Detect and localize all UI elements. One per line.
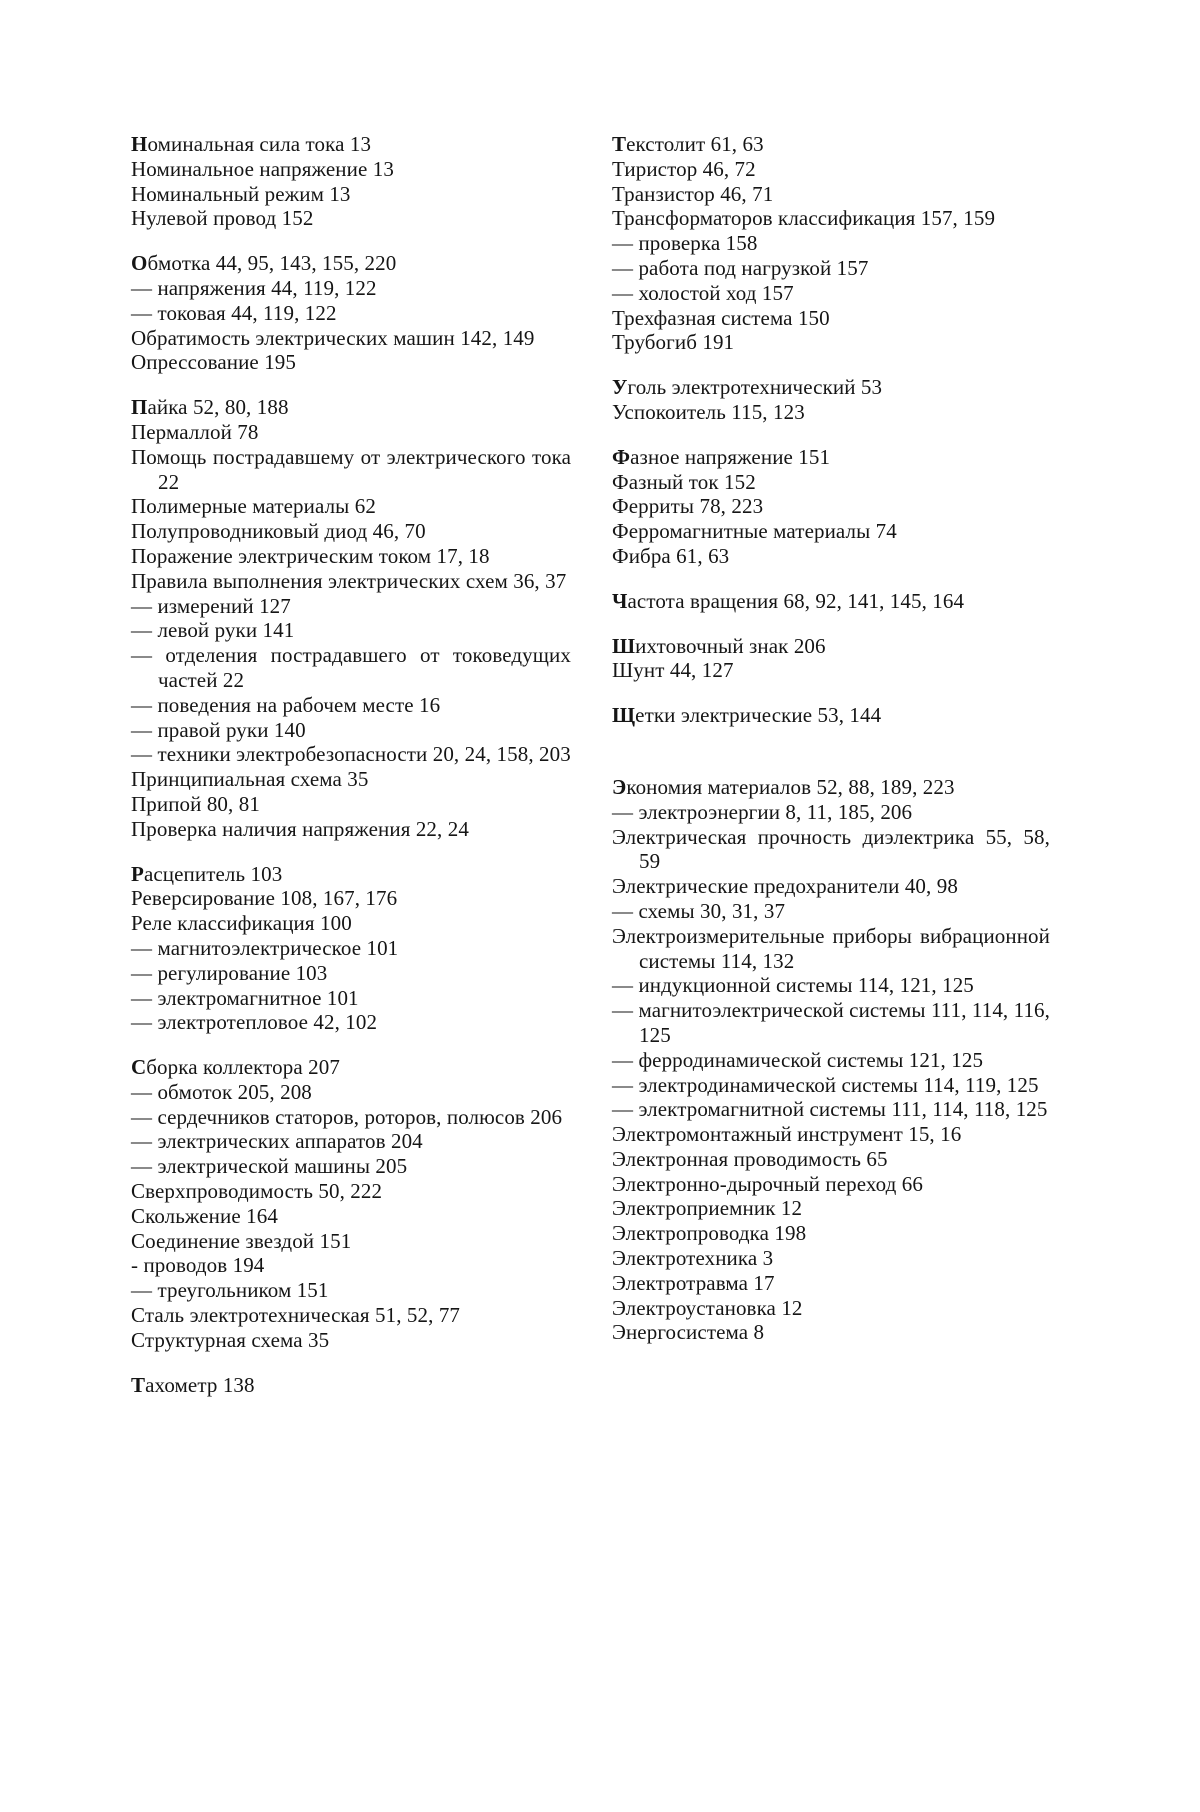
index-letter-group <box>612 445 1050 569</box>
index-initial-letter: Щ <box>612 703 636 728</box>
index-initial-letter: Э <box>612 774 627 799</box>
index-entry: — индукционной системы 114, 121, 125 <box>612 973 974 998</box>
index-entry-text: оминальная сила тока 13 <box>147 132 372 156</box>
index-entry <box>612 132 1050 157</box>
index-entry: Электрические предохранители 40, 98 <box>612 874 958 899</box>
index-entry: — техники электробезопасности 20, 24, 158, 203 <box>131 742 571 767</box>
index-entry: — холостой ход 157 <box>612 280 794 305</box>
index-entry: — левой руки 141 <box>131 618 295 643</box>
index-letter-group <box>612 375 1050 425</box>
index-entry: — электрической машины 205 <box>131 1154 408 1179</box>
index-entry: — электромагнитной системы 111, 114, 118, 125 <box>612 1097 1048 1122</box>
index-entry: — магнитоэлектрическое 101 <box>131 935 399 960</box>
index-entry: — отделения пострадавшего от токоведущих частей 22 <box>131 643 571 692</box>
index-entry: — ферродинамической системы 121, 125 <box>612 1047 984 1072</box>
index-entry-text: айка 52, 80, 188 <box>147 395 289 420</box>
index-entry-text: голь электротехнический 53 <box>627 375 883 400</box>
index-entry-text: екстолит 61, 63 <box>626 132 764 156</box>
index-initial-letter: П <box>131 395 148 420</box>
index-initial-letter: Ш <box>612 633 636 658</box>
index-entry: Электромонтажный инструмент 15, 16 <box>612 1122 962 1147</box>
index-entry: Сталь электротехническая 51, 52, 77 <box>131 1303 461 1328</box>
index-entry: — электроэнергии 8, 11, 185, 206 <box>612 799 913 824</box>
index-entry: Электрическая прочность диэлектрика 55, 58, 59 <box>612 824 1050 874</box>
index-entry: Правила выполнения электрических схем 36, 37 <box>131 568 567 593</box>
index-entry: Транзистор 46, 71 <box>612 181 774 206</box>
index-entry: Энергосистема 8 <box>612 1320 765 1345</box>
index-letter-group <box>131 251 571 375</box>
index-entry <box>131 132 571 157</box>
index-entry-text: ихтовочный знак 206 <box>635 633 826 658</box>
index-entry: — сердечников статоров, роторов, полюсов 206 <box>131 1104 563 1129</box>
index-entry: Нулевой провод 152 <box>131 206 314 231</box>
index-entry-text: асцепитель 103 <box>143 861 283 886</box>
index-letter-group <box>612 703 1050 728</box>
index-initial-letter: Т <box>612 132 627 156</box>
index-entry: Электротехника 3 <box>612 1246 774 1271</box>
index-entry <box>612 634 1050 659</box>
index-letter-group <box>131 395 571 841</box>
index-letter-group <box>131 132 571 231</box>
index-entry: — поведения на рабочем месте 16 <box>131 692 441 717</box>
index-entry: - проводов 194 <box>131 1253 265 1278</box>
index-entry: — схемы 30, 31, 37 <box>612 898 786 923</box>
index-letter-group <box>612 634 1050 684</box>
index-letter-group <box>131 1055 571 1353</box>
index-entry: — треугольником 151 <box>131 1278 329 1303</box>
index-initial-letter: Р <box>131 861 144 886</box>
index-column-right <box>612 132 1050 1365</box>
index-initial-letter: Н <box>131 132 148 156</box>
index-entry: Проверка наличия напряжения 22, 24 <box>131 816 469 841</box>
index-entry: Электронно-дырочный переход 66 <box>612 1171 923 1196</box>
index-entry: Соединение звездой 151 <box>131 1228 352 1253</box>
index-entry: Успокоитель 115, 123 <box>612 399 805 424</box>
index-column-left <box>131 132 571 1417</box>
index-entry: Опрессование 195 <box>131 350 296 375</box>
index-entry: — регулирование 103 <box>131 960 328 985</box>
index-entry: Номинальное напряжение 13 <box>131 156 394 181</box>
index-entry-text: етки электрические 53, 144 <box>635 703 882 728</box>
index-entry: Трубогиб 191 <box>612 330 735 355</box>
index-entry: Ферромагнитные материалы 74 <box>612 519 897 544</box>
index-entry <box>131 1055 571 1080</box>
index-initial-letter: Ч <box>612 588 628 613</box>
index-entry-text: кономия материалов 52, 88, 189, 223 <box>626 774 955 799</box>
index-entry: Ферриты 78, 223 <box>612 494 764 519</box>
index-entry: — магнитоэлектрической системы 111, 114, 116, 125 <box>612 998 1051 1047</box>
index-entry: Реверсирование 108, 167, 176 <box>131 886 398 911</box>
index-entry: Структурная схема 35 <box>131 1327 330 1352</box>
index-entry <box>612 375 1050 400</box>
index-entry-text: астота вращения 68, 92, 141, 145, 164 <box>627 588 965 613</box>
index-letter-group <box>612 132 1050 355</box>
index-letter-group <box>612 775 1050 1345</box>
index-entry: — электромагнитное 101 <box>131 985 359 1010</box>
index-entry: Сверхпроводимость 50, 222 <box>131 1179 383 1204</box>
index-entry: Принципиальная схема 35 <box>131 767 369 792</box>
index-entry: Обратимость электрических машин 142, 149 <box>131 325 535 350</box>
index-entry <box>612 775 1050 800</box>
index-entry <box>131 862 571 887</box>
index-initial-letter: С <box>131 1055 147 1080</box>
index-entry: — правой руки 140 <box>131 717 306 742</box>
index-initial-letter: У <box>612 375 628 400</box>
index-entry: — электротепловое 42, 102 <box>131 1010 378 1035</box>
index-initial-letter: Т <box>131 1372 146 1397</box>
index-entry-text: ахометр 138 <box>145 1372 255 1397</box>
index-entry: Электроустановка 12 <box>612 1295 803 1320</box>
index-entry: Электроизмерительные приборы вибрационной системы 114, 132 <box>612 923 1050 973</box>
index-entry: — электрических аппаратов 204 <box>131 1129 423 1154</box>
index-entry <box>131 251 571 276</box>
index-entry <box>131 1373 571 1398</box>
index-entry: Скольжение 164 <box>131 1203 278 1228</box>
index-entry: — обмоток 205, 208 <box>131 1079 312 1104</box>
index-entry: Полупроводниковый диод 46, 70 <box>131 519 426 544</box>
index-entry: — проверка 158 <box>612 231 758 256</box>
index-entry: Реле классификация 100 <box>131 911 352 936</box>
index-entry: Помощь пострадавшему от электрического тока 22 <box>131 444 571 494</box>
index-entry: — напряжения 44, 119, 122 <box>131 275 377 300</box>
index-entry-text: азное напряжение 151 <box>630 444 831 469</box>
index-entry: Поражение электрическим током 17, 18 <box>131 543 490 568</box>
index-entry: Электронная проводимость 65 <box>612 1146 888 1171</box>
index-entry: Тиристор 46, 72 <box>612 156 756 181</box>
index-entry: — работа под нагрузкой 157 <box>612 255 869 280</box>
index-entry: Номинальный режим 13 <box>131 181 351 206</box>
index-entry: Шунт 44, 127 <box>612 658 734 683</box>
index-entry: — электродинамической системы 114, 119, 125 <box>612 1072 1039 1097</box>
index-entry: Трехфазная система 150 <box>612 305 830 330</box>
index-letter-group <box>612 589 1050 614</box>
index-entry: Полимерные материалы 62 <box>131 494 376 519</box>
index-entry <box>612 589 1050 614</box>
index-entry: Пермаллой 78 <box>131 419 259 444</box>
index-entry: — токовая 44, 119, 122 <box>131 300 337 325</box>
index-entry: Трансформаторов классификация 157, 159 <box>612 206 996 231</box>
index-entry: Фазный ток 152 <box>612 469 756 494</box>
index-entry: — измерений 127 <box>131 593 291 618</box>
index-entry-text: борка коллектора 207 <box>146 1055 340 1080</box>
index-entry <box>612 703 1050 728</box>
index-entry: Электропроводка 198 <box>612 1221 807 1246</box>
index-letter-group <box>131 1373 571 1398</box>
index-letter-group <box>131 862 571 1036</box>
index-initial-letter: О <box>131 251 148 276</box>
index-entry: Электротравма 17 <box>612 1270 775 1295</box>
index-entry-text: бмотка 44, 95, 143, 155, 220 <box>147 251 397 276</box>
index-entry: Электроприемник 12 <box>612 1196 803 1221</box>
index-initial-letter: Ф <box>612 444 631 469</box>
index-entry: Фибра 61, 63 <box>612 543 730 568</box>
index-entry: Припой 80, 81 <box>131 791 260 816</box>
index-entry <box>131 395 571 420</box>
index-entry <box>612 445 1050 470</box>
